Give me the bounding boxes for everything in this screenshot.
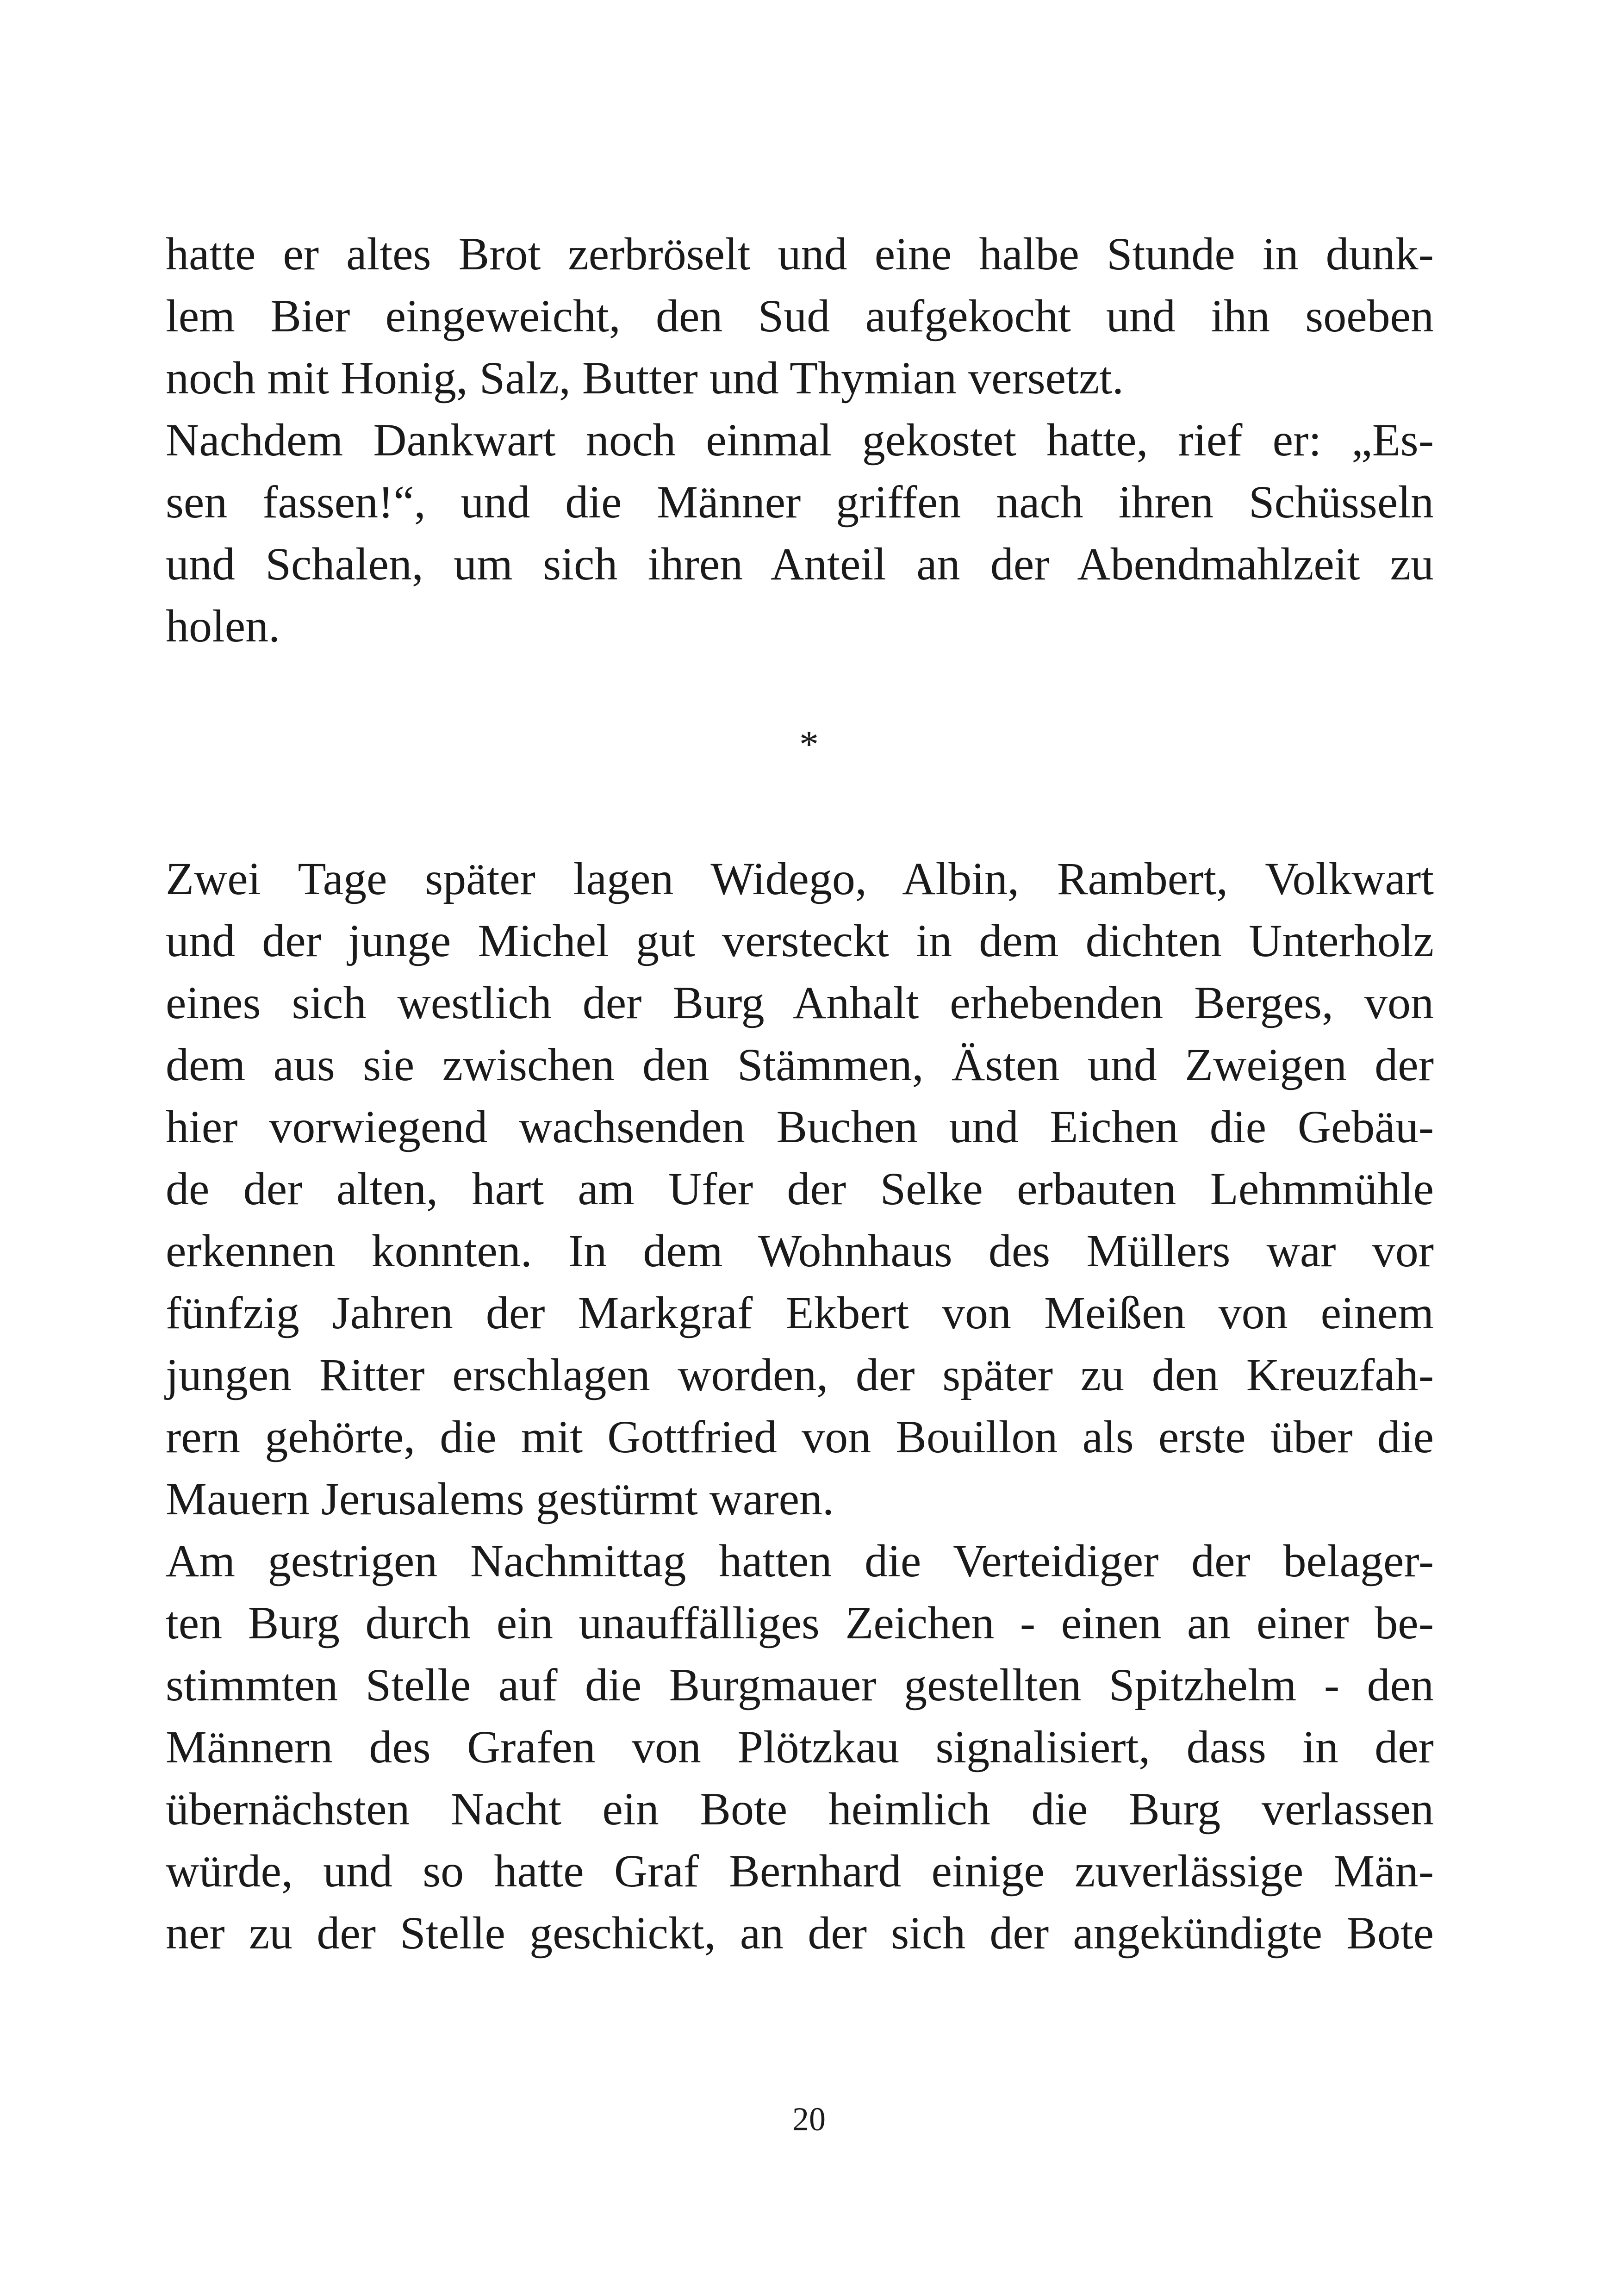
text-line: ner zu der Stelle geschickt, an der sich der angekündigte Bote [166, 1907, 1434, 1959]
text-line: und der junge Michel gut versteckt in dem dichten Unterholz [166, 915, 1434, 966]
text-line: Mauern Jerusalems gestürmt waren. [166, 1473, 834, 1524]
text-line: fünfzig Jahren der Markgraf Ekbert von Meißen von einem [166, 1287, 1434, 1338]
text-line: eines sich westlich der Burg Anhalt erhebenden Berges, von [166, 977, 1434, 1028]
text-line: Am gestrigen Nachmittag hatten die Verteidiger der belager- [166, 1535, 1434, 1587]
text-line: noch mit Honig, Salz, Butter und Thymian versetzt. [166, 352, 1124, 404]
text-line: dem aus sie zwischen den Stämmen, Ästen und Zweigen der [166, 1039, 1434, 1090]
text-line: hatte er altes Brot zerbröselt und eine halbe Stunde in dunk- [166, 228, 1434, 280]
text-line: lem Bier eingeweicht, den Sud aufgekocht und ihn soeben [166, 290, 1434, 342]
text-line: erkennen konnten. In dem Wohnhaus des Müllers war vor [166, 1225, 1434, 1276]
page-number: 20 [792, 2101, 826, 2138]
text-line: würde, und so hatte Graf Bernhard einige zuverlässige Män- [166, 1845, 1434, 1897]
text-line: ten Burg durch ein unauffälliges Zeichen - einen an einer be- [166, 1597, 1434, 1649]
paragraph-block-1 [166, 223, 1434, 657]
text-line: Männern des Grafen von Plötzkau signalisiert, dass in der [166, 1721, 1434, 1773]
text-line: übernächsten Nacht ein Bote heimlich die Burg verlassen [166, 1783, 1434, 1835]
text-line: Nachdem Dankwart noch einmal gekostet hatte, rief er: „Es- [166, 414, 1434, 466]
text-line: stimmten Stelle auf die Burgmauer gestellten Spitzhelm - den [166, 1659, 1434, 1711]
text-line: rern gehörte, die mit Gottfried von Bouillon als erste über die [166, 1411, 1434, 1462]
section-separator: * [799, 723, 819, 766]
text-line: sen fassen!“, und die Männer griffen nach ihren Schüsseln [166, 476, 1434, 528]
text-line: Zwei Tage später lagen Widego, Albin, Rambert, Volkwart [166, 853, 1434, 904]
text-line: und Schalen, um sich ihren Anteil an der Abendmahlzeit zu [166, 538, 1434, 590]
text-line: jungen Ritter erschlagen worden, der später zu den Kreuzfah- [166, 1349, 1434, 1400]
paragraph-block-2 [166, 848, 1434, 1964]
text-line: hier vorwiegend wachsenden Buchen und Eichen die Gebäu- [166, 1101, 1434, 1152]
text-line: holen. [166, 600, 280, 652]
text-line: de der alten, hart am Ufer der Selke erbauten Lehmmühle [166, 1163, 1434, 1214]
